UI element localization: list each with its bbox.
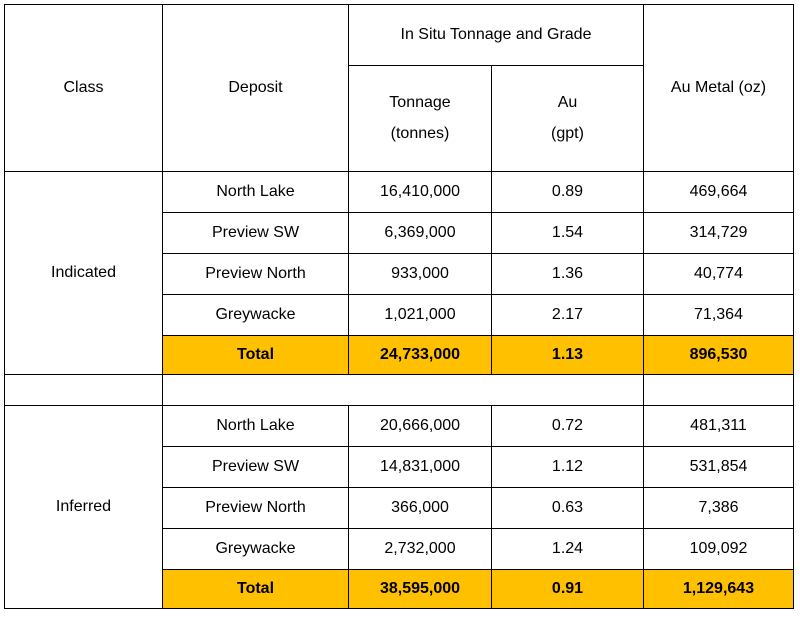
au-metal-value: 314,729 xyxy=(644,213,794,254)
class-cell-inferred: Inferred xyxy=(5,406,163,609)
au-grade-value: 0.89 xyxy=(492,172,644,213)
au-grade-value: 0.72 xyxy=(492,406,644,447)
deposit-name: North Lake xyxy=(163,406,349,447)
tonnage-value: 20,666,000 xyxy=(349,406,492,447)
au-metal-value: 481,311 xyxy=(644,406,794,447)
total-au-grade-value: 1.13 xyxy=(492,336,644,375)
au-metal-value: 109,092 xyxy=(644,529,794,570)
tonnage-value: 2,732,000 xyxy=(349,529,492,570)
header-tonnage-line2: (tonnes) xyxy=(390,124,450,142)
resource-table-sheet xyxy=(0,4,800,622)
header-class: Class xyxy=(5,5,163,172)
spacer-cell-metal xyxy=(644,375,794,406)
au-grade-value: 1.12 xyxy=(492,447,644,488)
header-au-grade-line1: Au xyxy=(557,94,578,112)
deposit-name: Greywacke xyxy=(163,529,349,570)
au-grade-value: 2.17 xyxy=(492,295,644,336)
tonnage-value: 933,000 xyxy=(349,254,492,295)
tonnage-value: 6,369,000 xyxy=(349,213,492,254)
total-au-metal-value: 1,129,643 xyxy=(644,570,794,609)
spacer-cell-class xyxy=(5,375,163,406)
total-tonnage-value: 38,595,000 xyxy=(349,570,492,609)
total-label: Total xyxy=(163,336,349,375)
section-spacer-row xyxy=(5,375,794,406)
header-insitu-group: In Situ Tonnage and Grade xyxy=(349,5,644,66)
table-row xyxy=(5,406,794,447)
au-metal-value: 531,854 xyxy=(644,447,794,488)
spacer-cell-deposit xyxy=(163,375,349,406)
header-au-grade xyxy=(492,66,644,172)
header-au-metal xyxy=(644,5,794,172)
header-tonnage xyxy=(349,66,492,172)
table-header xyxy=(5,5,794,172)
au-grade-value: 1.24 xyxy=(492,529,644,570)
au-grade-value: 0.63 xyxy=(492,488,644,529)
mineral-resource-table xyxy=(4,4,794,609)
spacer-cell-au xyxy=(492,375,644,406)
au-metal-value: 71,364 xyxy=(644,295,794,336)
header-au-metal-line2: (oz) xyxy=(738,79,767,96)
au-metal-value: 469,664 xyxy=(644,172,794,213)
deposit-name: Preview SW xyxy=(163,447,349,488)
deposit-name: Preview North xyxy=(163,254,349,295)
tonnage-value: 366,000 xyxy=(349,488,492,529)
total-label: Total xyxy=(163,570,349,609)
deposit-name: North Lake xyxy=(163,172,349,213)
table-row xyxy=(5,172,794,213)
header-row-group xyxy=(5,5,794,66)
header-deposit: Deposit xyxy=(163,5,349,172)
deposit-name: Preview SW xyxy=(163,213,349,254)
tonnage-value: 16,410,000 xyxy=(349,172,492,213)
au-metal-value: 40,774 xyxy=(644,254,794,295)
au-metal-value: 7,386 xyxy=(644,488,794,529)
total-tonnage-value: 24,733,000 xyxy=(349,336,492,375)
header-tonnage-line1: Tonnage xyxy=(389,94,451,112)
au-grade-value: 1.36 xyxy=(492,254,644,295)
header-au-metal-line1: Au Metal xyxy=(670,79,735,96)
table-body xyxy=(5,172,794,609)
au-grade-value: 1.54 xyxy=(492,213,644,254)
tonnage-value: 1,021,000 xyxy=(349,295,492,336)
deposit-name: Preview North xyxy=(163,488,349,529)
spacer-cell-tonnage xyxy=(349,375,492,406)
total-au-metal-value: 896,530 xyxy=(644,336,794,375)
tonnage-value: 14,831,000 xyxy=(349,447,492,488)
header-au-grade-line2: (gpt) xyxy=(551,124,584,142)
class-cell-indicated: Indicated xyxy=(5,172,163,375)
deposit-name: Greywacke xyxy=(163,295,349,336)
total-au-grade-value: 0.91 xyxy=(492,570,644,609)
